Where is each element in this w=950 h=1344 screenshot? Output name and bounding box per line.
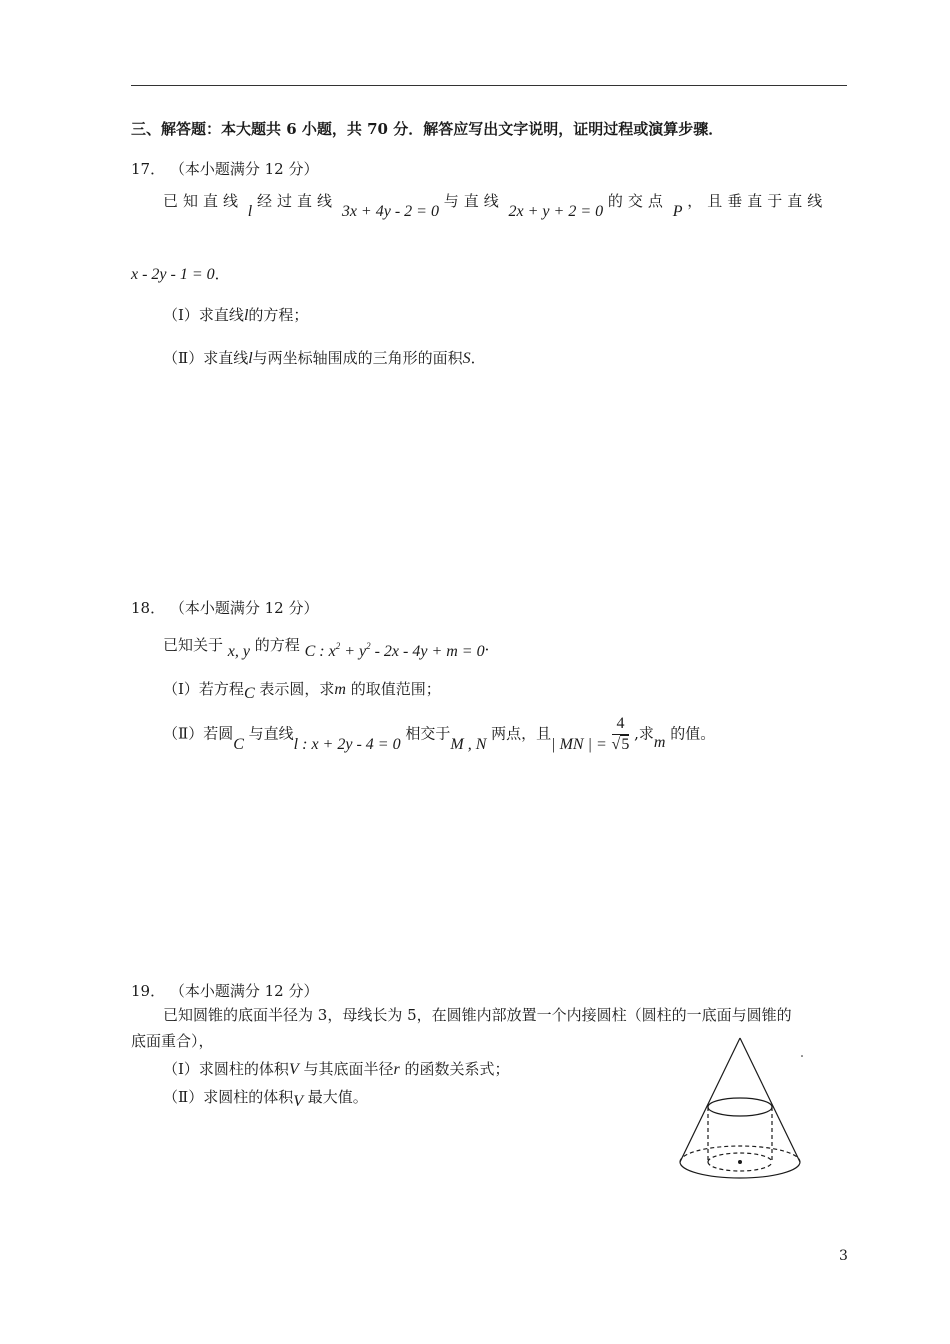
line-equation: l : x + 2y - 4 = 0	[293, 735, 401, 753]
question-17-part-2: （Ⅱ）求直线l与两坐标轴围成的三角形的面积S．	[163, 349, 486, 367]
question-17-part-1: （Ⅰ）求直线l的方程；	[163, 306, 309, 324]
cone-right-edge	[740, 1038, 800, 1162]
question-18-part-1: （Ⅰ）若方程C 表示圆，求m 的取值范围；	[163, 680, 441, 702]
question-18-header	[131, 597, 319, 618]
section-heading: 三、解答题：本大题共 6 小题，共 70 分．解答应写出文字说明，证明过程或演算步骤．	[131, 120, 724, 138]
equation-1: 3x + 4y - 2 = 0	[341, 203, 439, 220]
base-center-dot	[738, 1160, 742, 1164]
question-19-part-2: （Ⅱ）求圆柱的体积V 最大值。	[163, 1088, 368, 1110]
cone-base-front	[680, 1162, 800, 1178]
header-rule	[131, 85, 847, 86]
question-19-part-1: （Ⅰ）求圆柱的体积V 与其底面半径r 的函数关系式；	[163, 1060, 510, 1078]
fraction: $\frac{4}{√5}$	[611, 715, 630, 753]
question-score: （本小题满分 12 分）	[169, 982, 319, 1000]
question-17-stem-line1: 已知直线 l 经过直线 3x + 4y - 2 = 0 与直线 2x + y + 2 = 0 的交点 P ，且垂直于直线	[163, 192, 828, 220]
equation-3: x - 2y - 1 = 0	[131, 266, 215, 283]
question-19-stem-line1: 已知圆锥的底面半径为 3，母线长为 5，在圆锥内部放置一个内接圆柱（圆柱的一底面与圆锥的	[163, 1006, 792, 1024]
page-number: 3	[839, 1248, 848, 1264]
cylinder-top	[708, 1098, 772, 1116]
question-17-stem-line2: x - 2y - 1 = 0．	[131, 265, 230, 283]
cone-cylinder-figure	[670, 1030, 820, 1190]
question-score: （本小题满分 12 分）	[169, 599, 319, 617]
stray-dot	[801, 1055, 803, 1057]
question-19-header	[131, 980, 319, 1001]
question-18-stem: 已知关于 x, y 的方程 C : $x^2 + y^2 - 2x - 4y + m = 0$．	[163, 636, 500, 660]
question-17-header	[131, 158, 319, 179]
cone-left-edge	[680, 1038, 740, 1162]
circle-equation: C : $x^2 + y^2 - 2x - 4y + m = 0$	[304, 641, 485, 660]
question-number: 19．	[131, 982, 166, 1000]
question-18-part-2: （Ⅱ）若圆C 与直线l : x + 2y - 4 = 0 相交于M , N 两点，且| MN | = $\frac{4}{√5}$ ,求m 的值。	[163, 715, 716, 753]
cone-base-back	[680, 1146, 800, 1162]
question-number: 18．	[131, 599, 166, 617]
equation-2: 2x + y + 2 = 0	[508, 203, 604, 220]
question-19-stem-line2: 底面重合），	[131, 1032, 214, 1050]
question-score: （本小题满分 12 分）	[169, 160, 319, 178]
question-number: 17．	[131, 160, 166, 178]
